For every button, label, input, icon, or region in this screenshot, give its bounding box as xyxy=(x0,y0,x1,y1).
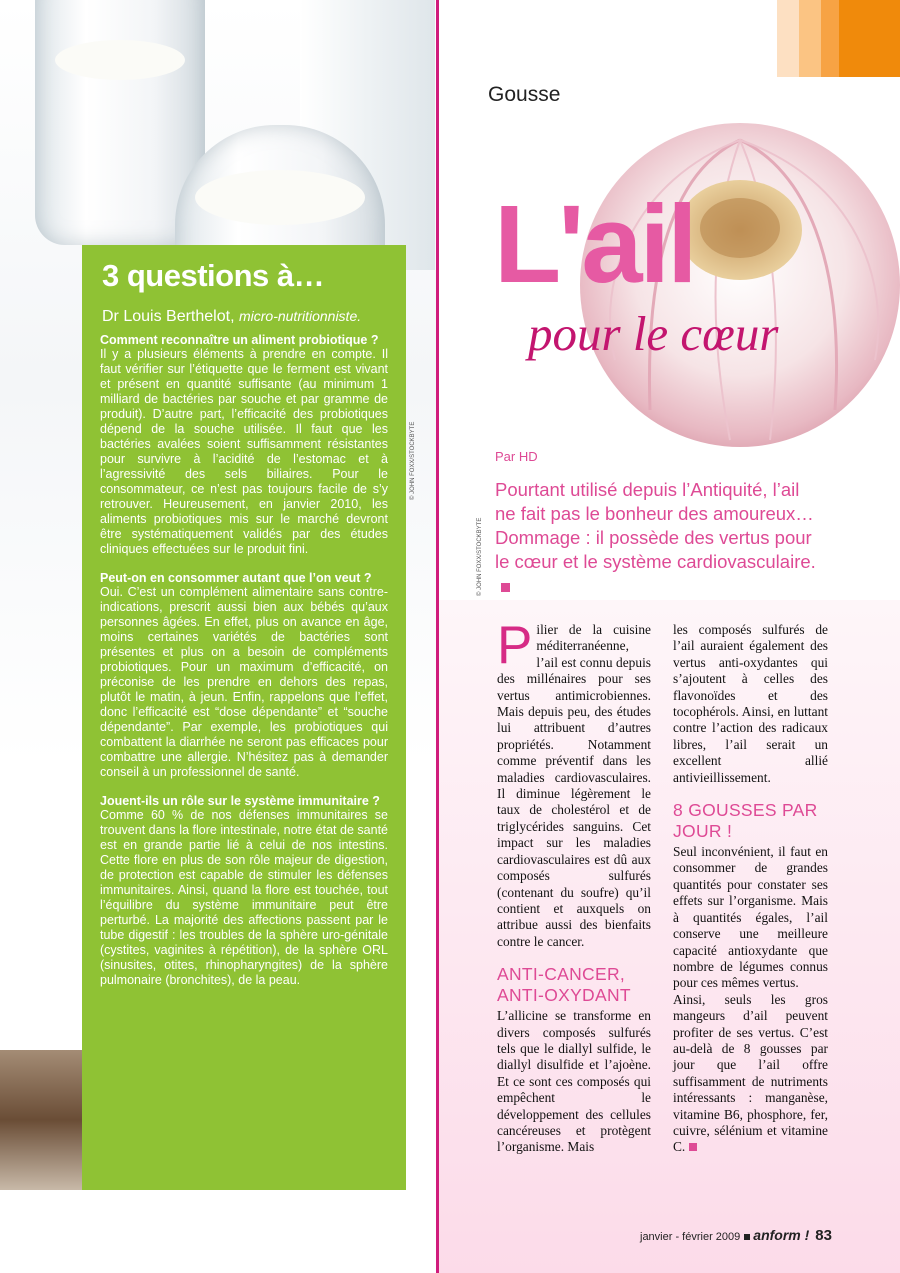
paragraph xyxy=(497,616,651,950)
questions-box xyxy=(82,245,406,1190)
end-square-icon xyxy=(689,1143,697,1151)
paragraph: Seul inconvénient, il faut en consommer de grandes quantités pour constater ses effets sur l’organisme. Mais à quantités égales, l’ail conserve une meilleure capacité antioxydante que nombre de légumes connus pour ces mêmes vertus. xyxy=(673,844,828,991)
lead-paragraph xyxy=(495,478,825,598)
answer-1: Il y a plusieurs éléments à prendre en compte. Il faut vérifier sur l’étiquette que le ferment est vivant et présent en quantité suffisante (au minimum 1 milliard de bactéries par souche et par gramme de produit). D’autre part, l’efficacité des probiotiques dépend de la souche utilisée. Il faut que les bactéries avalées soient suffisamment résistantes pour survivre à l’acidité de l’estomac et à l’agressivité des sels biliaires. Pour le consommateur, ce n’est pas toujours facile de s’y retrouver. Heureusement, en janvier 2010, les aliments probiotiques mis sur le marché devront être systématiquement validés par des études cliniques effectuées sur le produit fini. xyxy=(100,347,388,556)
photo-credit-right: © JOHN FOXX/STOCKBYTE xyxy=(477,517,483,596)
corner-stripe xyxy=(777,0,799,77)
milk-surface xyxy=(55,40,185,80)
question-3: Jouent-ils un rôle sur le système immunitaire ? xyxy=(100,794,380,808)
subheading-anticancer: ANTI-CANCER, ANTI-OXYDANT xyxy=(497,964,631,1006)
box-title: 3 questions à… xyxy=(102,258,325,293)
end-square-icon xyxy=(501,583,510,592)
paragraph-text: ilier de la cuisine méditerranéenne, l’ail est connu depuis des millénaires pour ses vertus antimicrobiennes. Mais depuis peu, des études lui attribuent d’autres propriétés. Notamment comme préventif dans les maladies cardiovasculaires. Il diminue légèrement le taux de cholestérol et de triglycérides sanguins. Cet impact sur les maladies cardiovasculaires est dû aux composés sulfurés (contenant du soufre) qu’il contient et auxquels on attribue aussi des bienfaits contre le cancer. xyxy=(497,622,651,949)
article-column-1 xyxy=(497,616,651,1156)
answer-2: Oui. C’est un complément alimentaire sans contre-indications, prescrit aussi bien aux bébés qu’aux personnes âgées. En effet, plus on avance en âge, moins certaines variétés de bactéries sont présentes et plus on a besoin de compléments probiotiques. Pour un maximum d’efficacité, on préconise de les prendre en dehors des repas, plutôt le matin, à jeun. Enfin, rappelons que l’effet, donc l’efficacité est “dose dépendante” et “souche dépendante”. Par exemple, les probiotiques qui combattent la diarrhée ne seront pas efficaces pour combattre une allergie. N’hésitez pas à demander conseil à un professionnel de santé. xyxy=(100,585,388,779)
square-bullet-icon xyxy=(744,1234,750,1240)
milk-surface xyxy=(195,170,365,225)
page-number: 83 xyxy=(815,1227,832,1244)
magazine-brand: anform ! xyxy=(753,1227,810,1243)
answer-3: Comme 60 % de nos défenses immunitaires se trouvent dans la flore intestinale, notre état de santé est en grande partie lié à celui de nos intestins. Cette flore en plus de son rôle majeur de digestion, de protection est capable de stimuler les défenses immunitaires. Ainsi, quand la flore est touchée, tout l’équilibre du système immunitaire peut être perturbé. La majorité des affections passent par le tube digestif : les troubles de la sphère uro-génitale (cystites, vaginites à répétition), de la sphère ORL (sinusites, otites, rhinopharyngites) de la sphère pulmonaire (bronchites), de la peau. xyxy=(100,808,388,987)
corner-stripe xyxy=(799,0,821,77)
question-1: Comment reconnaître un aliment probiotique ? xyxy=(100,333,379,347)
rubric-label: Gousse xyxy=(488,83,561,106)
author-role: micro-nutritionniste. xyxy=(238,308,362,324)
corner-block xyxy=(839,0,900,77)
drop-cap: P xyxy=(497,616,533,675)
byline: Par HD xyxy=(495,449,538,464)
author-line xyxy=(102,306,388,327)
paragraph: L’allicine se transforme en divers composés sulfurés tels que le diallyl sulfide, le diallyl disulfide et l’ajoène. Et ce sont ces composés qui empêchent le développement des cellules cancéreuses et protègent l’organisme. Mais xyxy=(497,1008,651,1155)
lead-text: Pourtant utilisé depuis l’Antiquité, l’ail ne fait pas le bonheur des amoureux… Dommage : il possède des vertus pour le cœur et le système cardiovasculaire. xyxy=(495,479,816,572)
page-footer xyxy=(640,1227,832,1244)
author-name: Dr Louis Berthelot, xyxy=(102,308,235,325)
photo-credit-left: © JOHN FOXX/STOCKBYTE xyxy=(410,421,416,500)
paragraph: les composés sulfurés de l’ail auraient également des vertus anti-oxydantes qui s’ajoutent à celles des flavonoïdes et des tocophérols. Ainsi, en luttant contre l’action des radicaux libres, l’ail serait un excellent allié antivieillissement. xyxy=(673,622,828,785)
paragraph xyxy=(673,992,828,1156)
issue-date: janvier - février 2009 xyxy=(640,1231,741,1243)
article-column-2 xyxy=(673,622,828,1156)
table-edge-photo xyxy=(0,1050,90,1190)
article-subtitle: pour le cœur xyxy=(528,306,779,361)
article-title: L'ail xyxy=(494,183,695,306)
subheading-gousses: 8 GOUSSES PAR JOUR ! xyxy=(673,800,818,842)
question-2: Peut-on en consommer autant que l’on veut ? xyxy=(100,571,372,585)
paragraph-text: Ainsi, seuls les gros mangeurs d’ail peuvent profiter de ses vertus. C’est au-delà de 8 gousses par jour que l’ail offre suffisamment de nutriments intéressants : manganèse, vitamine B6, phosphore, fer, cuivre, sélénium et vitamine C. xyxy=(673,991,828,1155)
corner-stripe xyxy=(821,0,839,77)
